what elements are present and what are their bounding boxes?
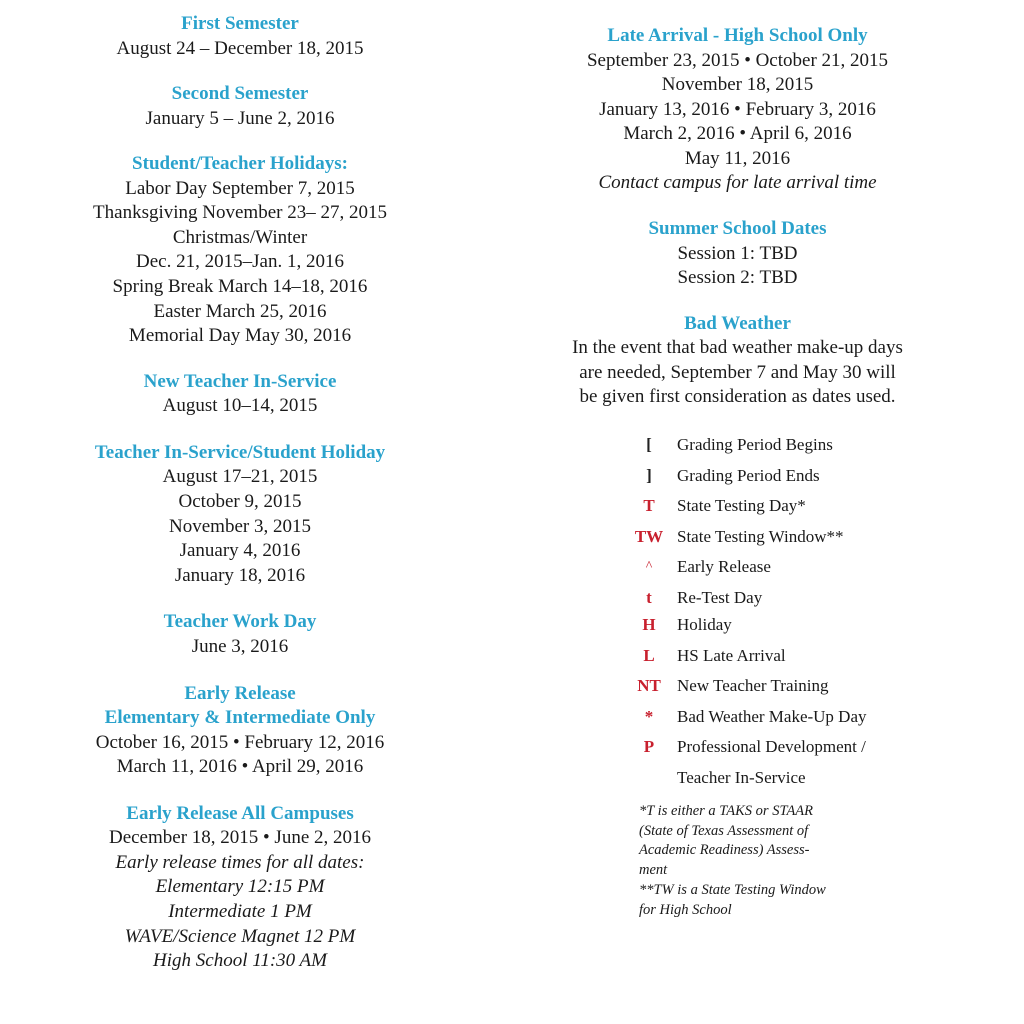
- bad-weather-text: are needed, September 7 and May 30 will: [579, 361, 896, 383]
- work-day-section: [60, 610, 420, 659]
- holiday-line: Memorial Day May 30, 2016: [128, 325, 352, 347]
- teacher-inservice-heading: Teacher In-Service/Student Holiday: [94, 441, 386, 463]
- new-teacher-heading: New Teacher In-Service: [143, 370, 337, 392]
- inservice-date: October 9, 2015: [178, 491, 302, 513]
- early-release-times-note: Early release times for all dates:: [115, 851, 365, 873]
- work-day-date: June 3, 2016: [191, 635, 289, 657]
- late-arrival-dates: September 23, 2015 • October 21, 2015: [586, 49, 889, 71]
- inservice-date: November 3, 2015: [169, 515, 311, 537]
- late-arrival-dates: January 13, 2016 • February 3, 2016: [599, 98, 876, 120]
- holiday-line: Spring Break March 14–18, 2016: [112, 276, 368, 298]
- legend-label: HS Late Arrival: [677, 645, 786, 665]
- late-arrival-heading: Late Arrival - High School Only: [607, 25, 868, 46]
- legend-symbol: [: [646, 435, 652, 454]
- early-release-heading: Early Release: [184, 682, 296, 704]
- legend-symbol: L: [643, 645, 655, 665]
- second-semester-section: [60, 82, 420, 131]
- legend-symbol: ^: [645, 559, 653, 575]
- late-arrival-note: Contact campus for late arrival time: [598, 172, 877, 194]
- new-teacher-dates: August 10–14, 2015: [162, 395, 318, 417]
- legend-label: Professional Development /: [677, 737, 866, 757]
- legend-symbol: t: [646, 587, 652, 607]
- bad-weather-text: be given first consideration as dates used.: [579, 386, 896, 408]
- inservice-date: January 4, 2016: [179, 540, 301, 562]
- footnote-line: Academic Readiness) Assess-: [639, 842, 810, 859]
- legend-item-testing-window: [630, 523, 960, 554]
- holiday-line: Easter March 25, 2016: [153, 300, 327, 322]
- new-teacher-section: [60, 370, 420, 419]
- first-semester-dates: August 24 – December 18, 2015: [116, 37, 364, 59]
- legend-item-grading-begins: [630, 431, 960, 462]
- late-arrival-dates: May 11, 2016: [684, 147, 791, 169]
- holiday-line: Labor Day September 7, 2015: [125, 177, 355, 199]
- bad-weather-text: In the event that bad weather make-up days: [572, 337, 903, 359]
- legend-label: Grading Period Ends: [677, 465, 820, 485]
- early-release-dates: October 16, 2015 • February 12, 2016: [95, 731, 385, 753]
- legend-label: Re-Test Day: [677, 587, 763, 607]
- legend-item-grading-ends: [630, 462, 960, 493]
- footnote-line: (State of Texas Assessment of: [639, 822, 809, 839]
- summer-session: Session 1: TBD: [677, 242, 798, 264]
- early-release-time: WAVE/Science Magnet 12 PM: [124, 925, 356, 947]
- legend-symbol: TW: [634, 526, 664, 546]
- legend-item-late-arrival: [630, 642, 960, 673]
- inservice-date: August 17–21, 2015: [162, 466, 318, 488]
- legend-item-early-release: [630, 553, 960, 584]
- holiday-line: Thanksgiving November 23– 27, 2015: [93, 202, 387, 224]
- early-release-time: High School 11:30 AM: [153, 950, 327, 972]
- legend-label: Grading Period Begins: [677, 435, 833, 454]
- summer-school-section: [540, 217, 935, 291]
- legend-label: Holiday: [677, 614, 732, 634]
- calendar-legend: [630, 431, 960, 793]
- legend-symbol: *: [644, 706, 654, 726]
- footnote-line: **TW is a State Testing Window: [639, 881, 826, 898]
- legend-symbol: H: [642, 614, 656, 634]
- legend-label: Bad Weather Make-Up Day: [677, 706, 867, 726]
- legend-symbol: ]: [646, 465, 652, 485]
- footnote-line: *T is either a TAKS or STAAR: [639, 803, 814, 819]
- early-release-time: Elementary 12:15 PM: [155, 876, 325, 898]
- early-release-elem-section: [60, 682, 420, 780]
- holidays-heading: Student/Teacher Holidays:: [132, 153, 348, 175]
- second-semester-heading: Second Semester: [171, 83, 309, 105]
- legend-label: Early Release: [677, 557, 771, 577]
- inservice-date: January 18, 2016: [174, 564, 306, 586]
- bad-weather-heading: Bad Weather: [684, 312, 791, 334]
- footnote-line: ment: [639, 862, 668, 879]
- summer-session: Session 2: TBD: [677, 267, 798, 289]
- legend-label: New Teacher Training: [677, 676, 829, 696]
- holidays-section: [60, 152, 420, 349]
- holiday-line: Christmas/Winter: [172, 226, 308, 248]
- work-day-heading: Teacher Work Day: [163, 611, 317, 633]
- legend-item-new-teacher: [630, 672, 960, 703]
- left-column: [60, 12, 420, 974]
- footnote-line: for High School: [639, 901, 732, 918]
- right-column: [540, 24, 935, 410]
- holiday-line: Dec. 21, 2015–Jan. 1, 2016: [136, 251, 344, 273]
- bad-weather-section: [540, 312, 935, 410]
- legend-label-continued: Teacher In-Service: [677, 768, 806, 788]
- first-semester-heading: First Semester: [181, 13, 299, 34]
- early-release-all-heading: Early Release All Campuses: [126, 802, 354, 824]
- first-semester-section: [60, 12, 420, 61]
- legend-footnotes: [639, 802, 879, 920]
- legend-item-professional-dev: [630, 733, 960, 793]
- legend-label: State Testing Window**: [677, 526, 844, 546]
- legend-symbol: NT: [637, 676, 661, 696]
- early-release-all-section: [60, 802, 420, 974]
- early-release-subheading: Elementary & Intermediate Only: [104, 707, 376, 728]
- legend-item-testing-day: [630, 492, 960, 523]
- legend-label: State Testing Day*: [677, 496, 806, 516]
- early-release-all-dates: December 18, 2015 • June 2, 2016: [108, 827, 372, 849]
- second-semester-dates: January 5 – June 2, 2016: [145, 107, 335, 129]
- late-arrival-section: [540, 24, 935, 196]
- late-arrival-dates: March 2, 2016 • April 6, 2016: [623, 123, 852, 145]
- teacher-inservice-section: [60, 441, 420, 588]
- early-release-dates: March 11, 2016 • April 29, 2016: [116, 756, 364, 778]
- early-release-time: Intermediate 1 PM: [168, 900, 312, 922]
- legend-symbol: P: [643, 737, 655, 757]
- late-arrival-dates: November 18, 2015: [661, 74, 814, 96]
- legend-symbol: T: [643, 496, 655, 516]
- legend-item-retest: [630, 584, 960, 611]
- legend-item-holiday: [630, 611, 960, 642]
- legend-item-bad-weather: [630, 703, 960, 734]
- summer-school-heading: Summer School Dates: [648, 218, 827, 240]
